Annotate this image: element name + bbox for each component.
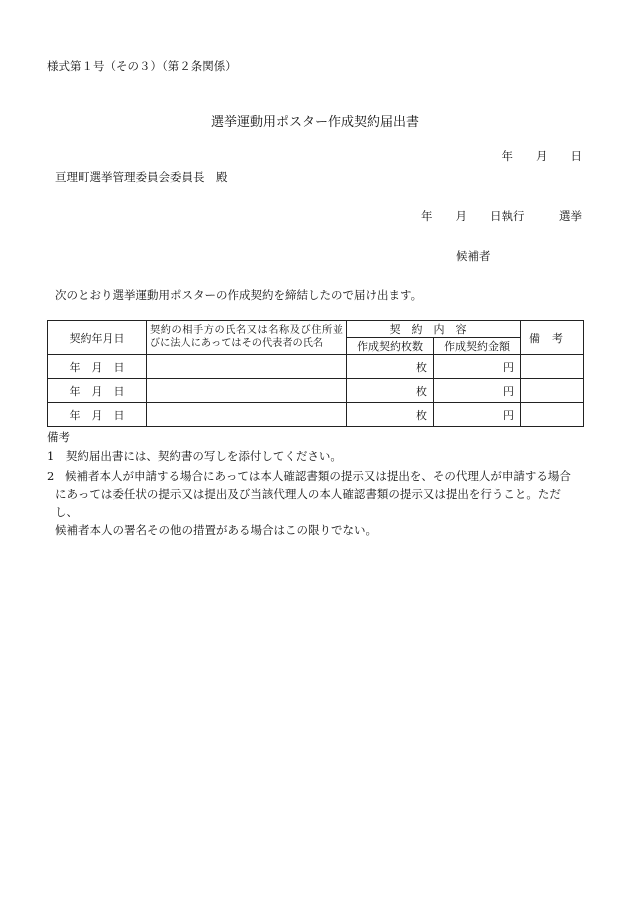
header-contract-date: 契約年月日 [48,321,147,355]
note-line: 候補者本人の署名その他の措置がある場合はこの限りでない。 [55,523,377,537]
row-date-cell[interactable]: 年 月 日 [48,355,147,379]
submission-date: 年 月 日 [501,149,582,163]
addressee: 亘理町選挙管理委員会委員長 殿 [55,170,228,184]
row-amount-cell[interactable]: 円 [434,403,521,427]
row-date-cell[interactable]: 年 月 日 [48,403,147,427]
row-amount-cell[interactable]: 円 [434,355,521,379]
note-line [47,467,583,485]
row-count-cell[interactable]: 枚 [347,379,434,403]
row-remarks-cell[interactable] [521,379,584,403]
header-contract-content: 契約内容 [347,321,521,338]
intro-text: 次のとおり選挙運動用ポスターの作成契約を締結したので届け出ます。 [55,288,423,302]
row-party-cell[interactable] [147,379,347,403]
note-number: 1 [47,449,55,463]
table-header-row [48,321,584,338]
table-row [48,403,584,427]
table-row [48,355,584,379]
note-number: 2 [47,469,55,483]
notes-heading: 備考 [47,430,70,444]
header-contract-count: 作成契約枚数 [347,338,434,355]
row-remarks-cell[interactable] [521,355,584,379]
row-remarks-cell[interactable] [521,403,584,427]
candidate-label: 候補者 [456,249,491,263]
row-amount-cell[interactable]: 円 [434,379,521,403]
note-item-2 [47,467,583,539]
note-text: 契約届出書には、契約書の写しを添付してください。 [65,449,342,463]
note-item-1 [47,448,342,464]
note-text: 候補者本人が申請する場合にあっては本人確認書類の提示又は提出を、その代理人が申請する場合 [65,469,571,483]
header-remarks: 備考 [521,321,584,355]
table-row [48,379,584,403]
row-count-cell[interactable]: 枚 [347,355,434,379]
row-party-cell[interactable] [147,403,347,427]
page-title: 選挙運動用ポスター作成契約届出書 [210,115,419,130]
contract-table [47,320,584,427]
form-number: 様式第１号（その３）（第２条関係） [47,59,237,73]
election-date-line: 年 月 日執行 選挙 [421,209,582,223]
row-date-cell[interactable]: 年 月 日 [48,379,147,403]
header-contract-party: 契約の相手方の氏名又は名称及び住所並びに法人にあってはその代表者の氏名 [147,321,347,355]
row-party-cell[interactable] [147,355,347,379]
note-line: にあっては委任状の提示又は提出及び当該代理人の本人確認書類の提示又は提出を行うこと。ただし、 [55,487,561,519]
header-contract-amount: 作成契約金額 [434,338,521,355]
row-count-cell[interactable]: 枚 [347,403,434,427]
